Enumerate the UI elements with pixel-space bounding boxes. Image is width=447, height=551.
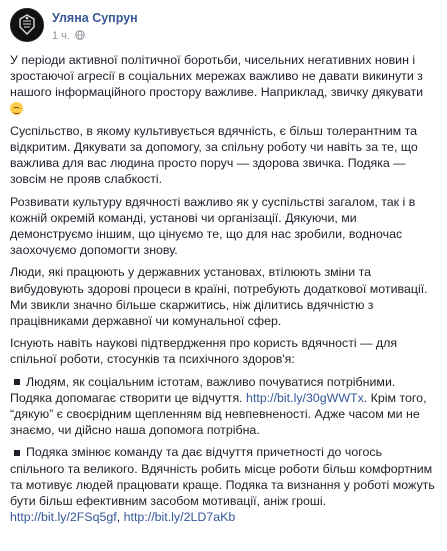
post-meta — [52, 30, 85, 43]
link-bitly-2ld7akb[interactable]: http://bit.ly/2LD7aKb — [123, 510, 236, 525]
bullet-item-1: Людям, як соціальним істотам, важливо почуватися потрібними. Подяка допомагає створити це відчуття. http://bit.ly/30gWWTx. Крім того, “дякую” є своєрідним щепленням від невпевненості. Адже часом ми не знаємо, чи дійсно наша допомога потрібна. — [10, 374, 427, 438]
link-bitly-2fsq5gf[interactable]: http://bit.ly/2FSq5gf — [10, 510, 117, 525]
globe-icon — [75, 30, 85, 43]
bullet-item-2: Подяка змінює команду та дає відчуття причетності до чогось спільного та великого. Вдячність робить місце роботи більш комфортним та мотивує людей працювати краще. Подяка та визнання у роботі можуть бути більш ефективним засобом мотивації, аніж гроші. http://bit.ly/2FSq5gf, http://bit.ly/2LD7aKb — [10, 445, 435, 525]
paragraph-4: Люди, які працюють у державних установах, втілюють зміни та вибудовують здорові процеси в країні, потребують додаткової мотивації. Ми звикли значно більше скаржитись, ніж ділитись вдячністю з працівниками державної чи комунальної сфер. — [10, 265, 428, 329]
black-square-bullet-icon — [14, 379, 20, 385]
paragraph-3: Розвивати культуру вдячності важливо як у суспільстві загалом, так і в кожній окремій команді, установі чи організації. Дякуючи, ми демонструємо іншим, що цінуємо те, що для нас зробили, водночас заохочуємо допомогти знову. — [10, 194, 416, 258]
post-content — [10, 52, 435, 531]
post-time[interactable]: 1 ч. — [52, 30, 70, 42]
link-bitly-30gwwtx[interactable]: http://bit.ly/30gWWTx — [246, 390, 364, 405]
paragraph-2: Суспільство, в якому культивується вдячність, є більш толерантним та відкритим. Дякувати за допомогу, за спільну роботу чи навіть за те, що важлива для вас людина просто поруч — здорова звичка. Подяка — зовсім не прояв слабкості. — [10, 123, 418, 187]
avatar-logo-icon — [11, 9, 43, 41]
paragraph-5: Існують навіть наукові підтвердження про користь вдячності — для спільної роботи, стосунків та психічного здоров'я: — [10, 336, 398, 367]
avatar[interactable] — [10, 8, 44, 42]
paragraph-1: У періоди активної політичної боротьби, чисельних негативних новин і зростаючої агресії в соціальних мережах важливо не давати викинути з нашого інформаційного простору важливе. Наприклад, звичку дякувати — [10, 52, 435, 117]
black-square-bullet-icon — [14, 450, 20, 456]
author-name[interactable]: Уляна Супрун — [52, 11, 138, 25]
relieved-face-emoji-icon — [10, 102, 23, 115]
